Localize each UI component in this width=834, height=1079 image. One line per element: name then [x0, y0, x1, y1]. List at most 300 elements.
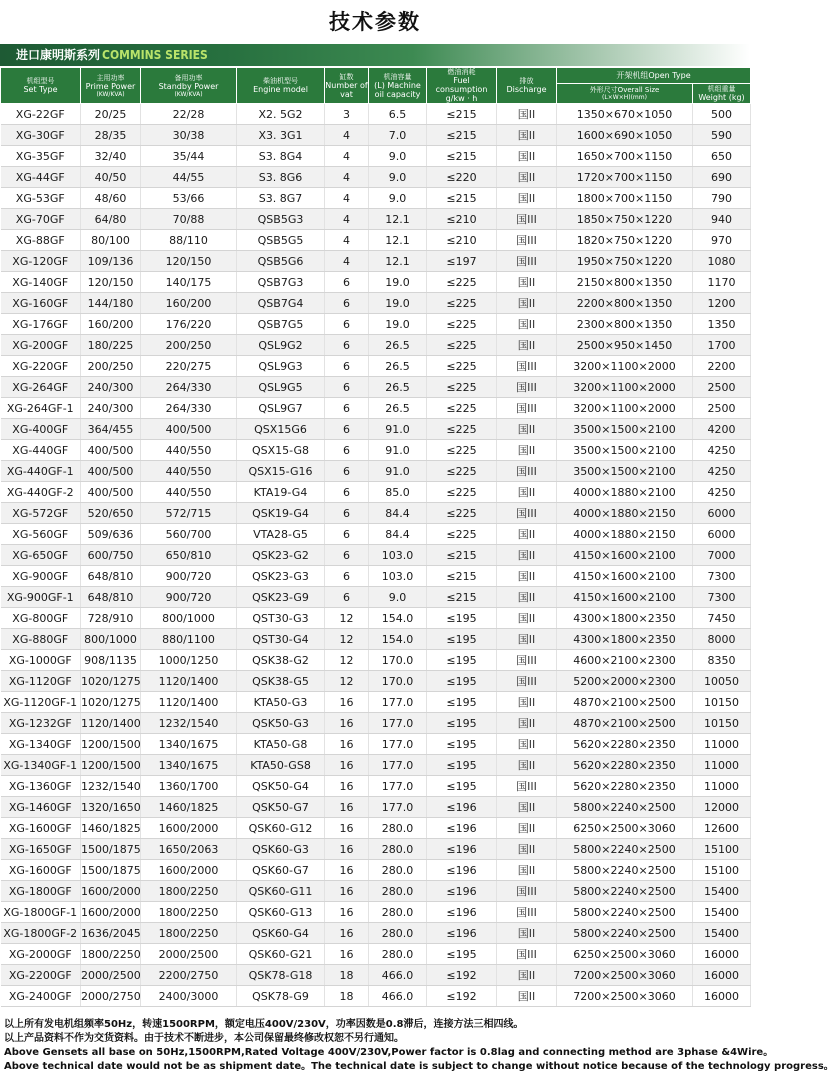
set-type-cell: XG-2400GF: [1, 986, 81, 1007]
table-row: [1, 902, 751, 923]
oil-capacity-cell: 154.0: [369, 608, 427, 629]
oil-capacity-cell: 19.0: [369, 314, 427, 335]
table-row: [1, 377, 751, 398]
set-type-cell: XG-160GF: [1, 293, 81, 314]
fuel-consumption-cell: ≤196: [427, 881, 497, 902]
prime-power-cell: 240/300: [81, 398, 141, 419]
oil-capacity-cell: 84.4: [369, 524, 427, 545]
oil-capacity-cell: 170.0: [369, 671, 427, 692]
fuel-consumption-cell: ≤225: [427, 440, 497, 461]
standby-power-cell: 1120/1400: [141, 671, 237, 692]
fuel-consumption-cell: ≤215: [427, 188, 497, 209]
fuel-consumption-cell: ≤225: [427, 293, 497, 314]
discharge-cell: 国II: [497, 965, 557, 986]
engine-model-cell: KTA50-G8: [237, 734, 325, 755]
fuel-consumption-cell: ≤215: [427, 146, 497, 167]
standby-power-cell: 1360/1700: [141, 776, 237, 797]
standby-power-cell: 1232/1540: [141, 713, 237, 734]
table-row: [1, 482, 751, 503]
fuel-consumption-cell: ≤225: [427, 419, 497, 440]
cylinders-cell: 6: [325, 440, 369, 461]
oil-capacity-cell: 19.0: [369, 272, 427, 293]
set-type-cell: XG-440GF-1: [1, 461, 81, 482]
discharge-cell: 国II: [497, 629, 557, 650]
prime-power-cell: 1020/1275: [81, 692, 141, 713]
discharge-cell: 国III: [497, 650, 557, 671]
weight-cell: 2200: [693, 356, 751, 377]
standby-power-cell: 560/700: [141, 524, 237, 545]
oil-capacity-cell: 12.1: [369, 251, 427, 272]
standby-power-cell: 22/28: [141, 104, 237, 125]
fuel-consumption-cell: ≤225: [427, 461, 497, 482]
fuel-consumption-cell: ≤225: [427, 335, 497, 356]
standby-power-cell: 1600/2000: [141, 818, 237, 839]
discharge-cell: 国III: [497, 944, 557, 965]
prime-power-cell: 200/250: [81, 356, 141, 377]
set-type-cell: XG-264GF-1: [1, 398, 81, 419]
standby-power-cell: 70/88: [141, 209, 237, 230]
prime-power-cell: 2000/2500: [81, 965, 141, 986]
standby-power-cell: 400/500: [141, 419, 237, 440]
overall-size-cell: 3500×1500×2100: [557, 461, 693, 482]
standby-power-cell: 35/44: [141, 146, 237, 167]
set-type-cell: XG-1600GF: [1, 818, 81, 839]
table-row: [1, 545, 751, 566]
prime-power-cell: 520/650: [81, 503, 141, 524]
prime-power-cell: 800/1000: [81, 629, 141, 650]
discharge-cell: 国II: [497, 692, 557, 713]
table-row: [1, 125, 751, 146]
weight-cell: 1080: [693, 251, 751, 272]
fuel-consumption-cell: ≤196: [427, 902, 497, 923]
discharge-cell: 国II: [497, 545, 557, 566]
overall-size-cell: 2500×950×1450: [557, 335, 693, 356]
weight-cell: 10050: [693, 671, 751, 692]
set-type-cell: XG-1232GF: [1, 713, 81, 734]
table-row: [1, 461, 751, 482]
prime-power-cell: 1200/1500: [81, 755, 141, 776]
oil-capacity-cell: 280.0: [369, 944, 427, 965]
engine-model-cell: VTA28-G5: [237, 524, 325, 545]
weight-cell: 12000: [693, 797, 751, 818]
set-type-cell: XG-1000GF: [1, 650, 81, 671]
standby-power-cell: 88/110: [141, 230, 237, 251]
engine-model-cell: QSK23-G9: [237, 587, 325, 608]
oil-capacity-cell: 19.0: [369, 293, 427, 314]
prime-power-cell: 1320/1650: [81, 797, 141, 818]
table-row: [1, 608, 751, 629]
engine-model-cell: KTA50-G3: [237, 692, 325, 713]
standby-power-cell: 800/1000: [141, 608, 237, 629]
weight-cell: 6000: [693, 503, 751, 524]
engine-model-cell: S3. 8G6: [237, 167, 325, 188]
set-type-cell: XG-35GF: [1, 146, 81, 167]
prime-power-cell: 2000/2750: [81, 986, 141, 1007]
weight-cell: 16000: [693, 965, 751, 986]
set-type-cell: XG-22GF: [1, 104, 81, 125]
oil-capacity-cell: 9.0: [369, 188, 427, 209]
standby-power-cell: 2400/3000: [141, 986, 237, 1007]
fuel-consumption-cell: ≤197: [427, 251, 497, 272]
prime-power-cell: 28/35: [81, 125, 141, 146]
discharge-cell: 国III: [497, 230, 557, 251]
table-row: [1, 713, 751, 734]
discharge-cell: 国II: [497, 797, 557, 818]
engine-model-cell: QSK38-G5: [237, 671, 325, 692]
fuel-consumption-cell: ≤215: [427, 566, 497, 587]
set-type-cell: XG-800GF: [1, 608, 81, 629]
set-type-cell: XG-140GF: [1, 272, 81, 293]
weight-cell: 970: [693, 230, 751, 251]
table-row: [1, 209, 751, 230]
cylinders-cell: 6: [325, 503, 369, 524]
overall-size-cell: 5620×2280×2350: [557, 776, 693, 797]
weight-cell: 16000: [693, 986, 751, 1007]
standby-power-cell: 1800/2250: [141, 902, 237, 923]
table-row: [1, 146, 751, 167]
engine-model-cell: QSK78-G18: [237, 965, 325, 986]
oil-capacity-cell: 280.0: [369, 881, 427, 902]
spec-table-body: [1, 104, 751, 1007]
cylinders-cell: 4: [325, 209, 369, 230]
set-type-cell: XG-440GF-2: [1, 482, 81, 503]
oil-capacity-cell: 280.0: [369, 818, 427, 839]
standby-power-cell: 1340/1675: [141, 734, 237, 755]
weight-cell: 790: [693, 188, 751, 209]
discharge-cell: 国III: [497, 461, 557, 482]
fuel-consumption-cell: ≤225: [427, 398, 497, 419]
prime-power-cell: 364/455: [81, 419, 141, 440]
weight-cell: 940: [693, 209, 751, 230]
discharge-cell: 国II: [497, 419, 557, 440]
standby-power-cell: 264/330: [141, 398, 237, 419]
overall-size-cell: 4150×1600×2100: [557, 545, 693, 566]
prime-power-cell: 1460/1825: [81, 818, 141, 839]
engine-model-cell: QST30-G3: [237, 608, 325, 629]
overall-size-cell: 5800×2240×2500: [557, 860, 693, 881]
weight-cell: 4250: [693, 461, 751, 482]
standby-power-cell: 160/200: [141, 293, 237, 314]
engine-model-cell: QSB5G3: [237, 209, 325, 230]
set-type-cell: XG-1800GF-2: [1, 923, 81, 944]
overall-size-cell: 6250×2500×3060: [557, 944, 693, 965]
header-oil-capacity: 机油容量 (L) Machine oil capacity: [369, 68, 427, 104]
fuel-consumption-cell: ≤195: [427, 755, 497, 776]
header-weight: 机组重量 Weight (kg): [693, 84, 751, 104]
engine-model-cell: QSK78-G9: [237, 986, 325, 1007]
table-row: [1, 839, 751, 860]
fuel-consumption-cell: ≤195: [427, 629, 497, 650]
set-type-cell: XG-30GF: [1, 125, 81, 146]
set-type-cell: XG-572GF: [1, 503, 81, 524]
standby-power-cell: 200/250: [141, 335, 237, 356]
discharge-cell: 国II: [497, 104, 557, 125]
prime-power-cell: 648/810: [81, 587, 141, 608]
engine-model-cell: QSK60-G3: [237, 839, 325, 860]
weight-cell: 15100: [693, 860, 751, 881]
overall-size-cell: 7200×2500×3060: [557, 986, 693, 1007]
standby-power-cell: 264/330: [141, 377, 237, 398]
overall-size-cell: 5800×2240×2500: [557, 923, 693, 944]
table-row: [1, 272, 751, 293]
oil-capacity-cell: 12.1: [369, 230, 427, 251]
prime-power-cell: 32/40: [81, 146, 141, 167]
discharge-cell: 国III: [497, 209, 557, 230]
oil-capacity-cell: 280.0: [369, 902, 427, 923]
fuel-consumption-cell: ≤210: [427, 230, 497, 251]
fuel-consumption-cell: ≤215: [427, 545, 497, 566]
discharge-cell: 国II: [497, 566, 557, 587]
weight-cell: 12600: [693, 818, 751, 839]
weight-cell: 10150: [693, 713, 751, 734]
engine-model-cell: QSB7G3: [237, 272, 325, 293]
discharge-cell: 国III: [497, 398, 557, 419]
table-row: [1, 440, 751, 461]
table-row: [1, 356, 751, 377]
cylinders-cell: 6: [325, 335, 369, 356]
discharge-cell: 国II: [497, 146, 557, 167]
overall-size-cell: 3500×1500×2100: [557, 440, 693, 461]
table-row: [1, 587, 751, 608]
weight-cell: 7000: [693, 545, 751, 566]
engine-model-cell: S3. 8G4: [237, 146, 325, 167]
page-title: 技术参数: [329, 10, 421, 34]
set-type-cell: XG-220GF: [1, 356, 81, 377]
cylinders-cell: 6: [325, 314, 369, 335]
fuel-consumption-cell: ≤196: [427, 797, 497, 818]
discharge-cell: 国II: [497, 188, 557, 209]
weight-cell: 8000: [693, 629, 751, 650]
cylinders-cell: 4: [325, 230, 369, 251]
series-label-en: COMMINS SERIES: [102, 48, 208, 62]
prime-power-cell: 109/136: [81, 251, 141, 272]
prime-power-cell: 908/1135: [81, 650, 141, 671]
oil-capacity-cell: 26.5: [369, 377, 427, 398]
engine-model-cell: QSX15-G16: [237, 461, 325, 482]
set-type-cell: XG-70GF: [1, 209, 81, 230]
oil-capacity-cell: 103.0: [369, 566, 427, 587]
oil-capacity-cell: 177.0: [369, 776, 427, 797]
overall-size-cell: 4870×2100×2500: [557, 713, 693, 734]
engine-model-cell: QSK60-G21: [237, 944, 325, 965]
weight-cell: 1170: [693, 272, 751, 293]
table-row: [1, 419, 751, 440]
table-row: [1, 818, 751, 839]
prime-power-cell: 400/500: [81, 461, 141, 482]
fuel-consumption-cell: ≤225: [427, 356, 497, 377]
set-type-cell: XG-1340GF-1: [1, 755, 81, 776]
cylinders-cell: 12: [325, 671, 369, 692]
fuel-consumption-cell: ≤195: [427, 650, 497, 671]
oil-capacity-cell: 177.0: [369, 734, 427, 755]
set-type-cell: XG-1360GF: [1, 776, 81, 797]
table-row: [1, 881, 751, 902]
prime-power-cell: 144/180: [81, 293, 141, 314]
overall-size-cell: 2300×800×1350: [557, 314, 693, 335]
cylinders-cell: 16: [325, 839, 369, 860]
oil-capacity-cell: 12.1: [369, 209, 427, 230]
discharge-cell: 国III: [497, 377, 557, 398]
table-row: [1, 944, 751, 965]
standby-power-cell: 1800/2250: [141, 881, 237, 902]
engine-model-cell: QSK60-G4: [237, 923, 325, 944]
fuel-consumption-cell: ≤220: [427, 167, 497, 188]
fuel-consumption-cell: ≤196: [427, 923, 497, 944]
prime-power-cell: 1232/1540: [81, 776, 141, 797]
table-row: [1, 797, 751, 818]
prime-power-cell: 1600/2000: [81, 881, 141, 902]
overall-size-cell: 4150×1600×2100: [557, 587, 693, 608]
set-type-cell: XG-88GF: [1, 230, 81, 251]
engine-model-cell: QSL9G2: [237, 335, 325, 356]
engine-model-cell: QSK23-G2: [237, 545, 325, 566]
discharge-cell: 国II: [497, 314, 557, 335]
standby-power-cell: 880/1100: [141, 629, 237, 650]
fuel-consumption-cell: ≤215: [427, 104, 497, 125]
prime-power-cell: 400/500: [81, 482, 141, 503]
oil-capacity-cell: 26.5: [369, 398, 427, 419]
cylinders-cell: 4: [325, 251, 369, 272]
engine-model-cell: QSK60-G12: [237, 818, 325, 839]
cylinders-cell: 4: [325, 188, 369, 209]
engine-model-cell: QSL9G3: [237, 356, 325, 377]
set-type-cell: XG-1800GF: [1, 881, 81, 902]
table-row: [1, 503, 751, 524]
table-row: [1, 860, 751, 881]
overall-size-cell: 1950×750×1220: [557, 251, 693, 272]
overall-size-cell: 1720×700×1150: [557, 167, 693, 188]
discharge-cell: 国III: [497, 881, 557, 902]
overall-size-cell: 5620×2280×2350: [557, 755, 693, 776]
standby-power-cell: 1600/2000: [141, 860, 237, 881]
overall-size-cell: 5800×2240×2500: [557, 839, 693, 860]
overall-size-cell: 4000×1880×2150: [557, 524, 693, 545]
standby-power-cell: 900/720: [141, 587, 237, 608]
standby-power-cell: 650/810: [141, 545, 237, 566]
discharge-cell: 国II: [497, 335, 557, 356]
overall-size-cell: 5800×2240×2500: [557, 902, 693, 923]
fuel-consumption-cell: ≤195: [427, 608, 497, 629]
fuel-consumption-cell: ≤196: [427, 818, 497, 839]
cylinders-cell: 18: [325, 986, 369, 1007]
weight-cell: 15400: [693, 923, 751, 944]
prime-power-cell: 48/60: [81, 188, 141, 209]
cylinders-cell: 16: [325, 797, 369, 818]
discharge-cell: 国III: [497, 356, 557, 377]
oil-capacity-cell: 177.0: [369, 797, 427, 818]
header-open-type: 开架机组Open Type: [557, 68, 751, 84]
set-type-cell: XG-2200GF: [1, 965, 81, 986]
overall-size-cell: 1350×670×1050: [557, 104, 693, 125]
cylinders-cell: 6: [325, 377, 369, 398]
discharge-cell: 国III: [497, 251, 557, 272]
overall-size-cell: 1800×700×1150: [557, 188, 693, 209]
weight-cell: 1200: [693, 293, 751, 314]
prime-power-cell: 1500/1875: [81, 839, 141, 860]
weight-cell: 2500: [693, 377, 751, 398]
set-type-cell: XG-1120GF-1: [1, 692, 81, 713]
weight-cell: 15100: [693, 839, 751, 860]
set-type-cell: XG-900GF-1: [1, 587, 81, 608]
prime-power-cell: 20/25: [81, 104, 141, 125]
prime-power-cell: 1636/2045: [81, 923, 141, 944]
cylinders-cell: 12: [325, 629, 369, 650]
table-row: [1, 104, 751, 125]
cylinders-cell: 16: [325, 692, 369, 713]
standby-power-cell: 440/550: [141, 440, 237, 461]
standby-power-cell: 53/66: [141, 188, 237, 209]
prime-power-cell: 160/200: [81, 314, 141, 335]
weight-cell: 1350: [693, 314, 751, 335]
set-type-cell: XG-2000GF: [1, 944, 81, 965]
standby-power-cell: 900/720: [141, 566, 237, 587]
set-type-cell: XG-1600GF: [1, 860, 81, 881]
discharge-cell: 国II: [497, 524, 557, 545]
weight-cell: 2500: [693, 398, 751, 419]
engine-model-cell: QSB7G4: [237, 293, 325, 314]
oil-capacity-cell: 103.0: [369, 545, 427, 566]
fuel-consumption-cell: ≤225: [427, 503, 497, 524]
overall-size-cell: 4870×2100×2500: [557, 692, 693, 713]
weight-cell: 7300: [693, 566, 751, 587]
standby-power-cell: 572/715: [141, 503, 237, 524]
discharge-cell: 国II: [497, 482, 557, 503]
weight-cell: 4250: [693, 482, 751, 503]
table-row: [1, 986, 751, 1007]
header-overall-size: 外形尺寸Overall Size (L×W×H)(mm): [557, 84, 693, 104]
fuel-consumption-cell: ≤196: [427, 839, 497, 860]
overall-size-cell: 1600×690×1050: [557, 125, 693, 146]
overall-size-cell: 3200×1100×2000: [557, 377, 693, 398]
cylinders-cell: 12: [325, 650, 369, 671]
cylinders-cell: 4: [325, 167, 369, 188]
set-type-cell: XG-1650GF: [1, 839, 81, 860]
oil-capacity-cell: 170.0: [369, 650, 427, 671]
prime-power-cell: 600/750: [81, 545, 141, 566]
overall-size-cell: 4150×1600×2100: [557, 566, 693, 587]
prime-power-cell: 1800/2250: [81, 944, 141, 965]
overall-size-cell: 3500×1500×2100: [557, 419, 693, 440]
discharge-cell: 国III: [497, 503, 557, 524]
oil-capacity-cell: 91.0: [369, 461, 427, 482]
note-line: 以上所有发电机组频率50Hz，转速1500RPM，额定电压400V/230V，功率因数是0.8滞后，连接方法三相四线。: [4, 1019, 524, 1030]
cylinders-cell: 6: [325, 398, 369, 419]
standby-power-cell: 140/175: [141, 272, 237, 293]
cylinders-cell: 16: [325, 734, 369, 755]
standby-power-cell: 440/550: [141, 461, 237, 482]
cylinders-cell: 16: [325, 818, 369, 839]
weight-cell: 590: [693, 125, 751, 146]
cylinders-cell: 16: [325, 944, 369, 965]
oil-capacity-cell: 280.0: [369, 860, 427, 881]
prime-power-cell: 509/636: [81, 524, 141, 545]
overall-size-cell: 2200×800×1350: [557, 293, 693, 314]
table-row: [1, 923, 751, 944]
overall-size-cell: 5800×2240×2500: [557, 881, 693, 902]
overall-size-cell: 5800×2240×2500: [557, 797, 693, 818]
oil-capacity-cell: 466.0: [369, 986, 427, 1007]
engine-model-cell: QSK23-G3: [237, 566, 325, 587]
discharge-cell: 国II: [497, 440, 557, 461]
cylinders-cell: 3: [325, 104, 369, 125]
weight-cell: 4200: [693, 419, 751, 440]
fuel-consumption-cell: ≤225: [427, 314, 497, 335]
cylinders-cell: 6: [325, 419, 369, 440]
oil-capacity-cell: 280.0: [369, 923, 427, 944]
table-row: [1, 293, 751, 314]
fuel-consumption-cell: ≤210: [427, 209, 497, 230]
cylinders-cell: 6: [325, 461, 369, 482]
